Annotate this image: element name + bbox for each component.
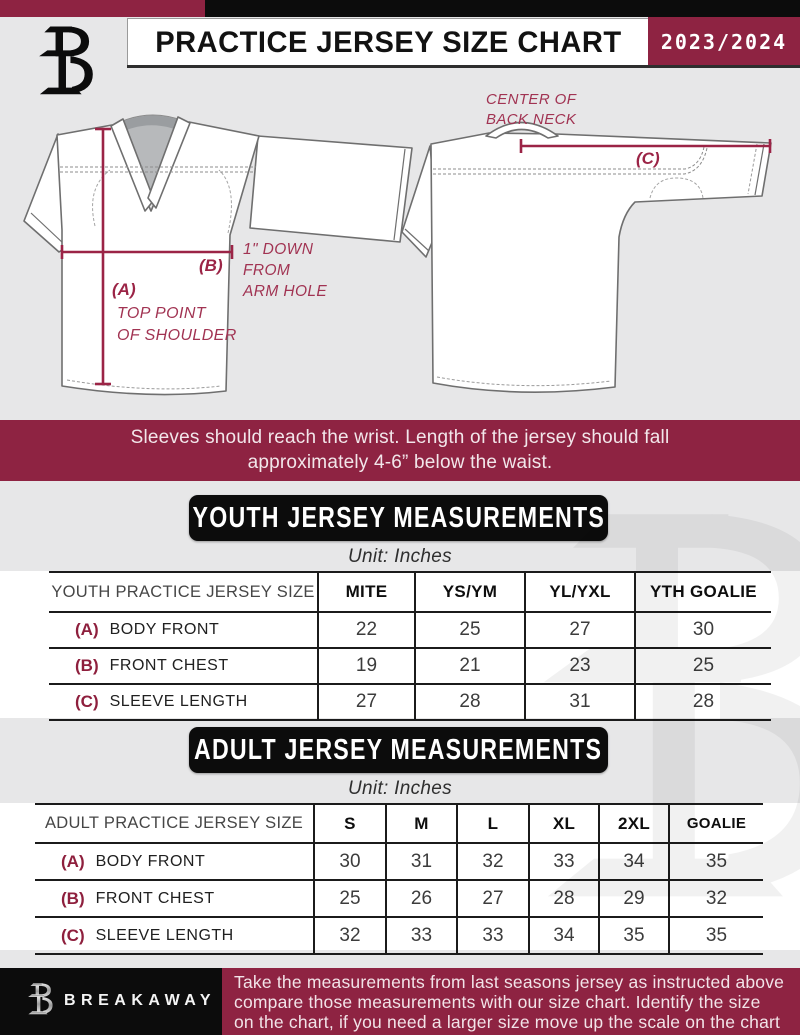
- measure-label: SLEEVE LENGTH: [95, 926, 234, 944]
- header-cell: YL/YXL: [524, 573, 634, 611]
- value-cell: 27: [456, 881, 528, 916]
- value-cell: 31: [385, 844, 456, 879]
- table-row: [49, 649, 771, 685]
- value-cell: 27: [524, 613, 634, 647]
- value-cell: 19: [317, 649, 414, 683]
- header-cell: L: [456, 805, 528, 842]
- value-cell: 30: [313, 844, 385, 879]
- youth-section-title: YOUTH JERSEY MEASUREMENTS: [189, 495, 608, 541]
- measure-label: FRONT CHEST: [95, 889, 215, 907]
- value-cell: 25: [313, 881, 385, 916]
- youth-unit-label: Unit: Inches: [348, 546, 452, 567]
- annotation-b-key: (B): [199, 256, 223, 275]
- table-row: [35, 918, 763, 955]
- value-cell: 34: [598, 844, 668, 879]
- notice-line-1: Sleeves should reach the wrist. Length of the jersey should fall: [130, 427, 670, 448]
- value-cell: 35: [668, 918, 763, 953]
- table-row: [49, 613, 771, 649]
- measure-key: (A): [61, 851, 85, 871]
- table-row: [35, 844, 763, 881]
- measure-label: FRONT CHEST: [109, 657, 229, 674]
- notice-line-2: approximately 4-6” below the waist.: [247, 452, 553, 473]
- annotation-c-key: (C): [636, 149, 660, 168]
- footer-line-2: compare those measurements with our size chart. Identify the size: [234, 991, 761, 1012]
- annotation-c-note: CENTER OF BACK NECK: [486, 91, 577, 129]
- value-cell: 25: [414, 613, 524, 647]
- annotation-b-note: 1" DOWN FROM ARM HOLE: [243, 241, 328, 300]
- measure-label: SLEEVE LENGTH: [109, 693, 248, 710]
- value-cell: 28: [528, 881, 598, 916]
- header-cell: MITE: [317, 573, 414, 611]
- season-badge: [648, 17, 800, 66]
- measure-key: (A): [75, 620, 99, 639]
- table-row: [35, 881, 763, 918]
- value-cell: 35: [668, 844, 763, 879]
- header-cell: YS/YM: [414, 573, 524, 611]
- adult-unit-label: Unit: Inches: [348, 778, 452, 799]
- footer-line-3: on the chart, if you need a larger size move up the scale on the chart: [234, 1011, 781, 1032]
- brand-name: BREAKAWAY: [64, 992, 217, 1009]
- value-cell: 32: [668, 881, 763, 916]
- youth-size-table: [49, 571, 771, 721]
- value-cell: 35: [598, 918, 668, 953]
- measure-key: (B): [61, 888, 85, 908]
- header-cell: ADULT PRACTICE JERSEY SIZE: [44, 814, 304, 832]
- value-cell: 29: [598, 881, 668, 916]
- header-underline: [127, 65, 800, 68]
- breakaway-footer-logo-icon: [22, 978, 56, 1022]
- header-cell: YTH GOALIE: [634, 573, 771, 611]
- adult-section-title: ADULT JERSEY MEASUREMENTS: [189, 727, 608, 773]
- value-cell: 32: [313, 918, 385, 953]
- title-banner: [127, 18, 650, 67]
- value-cell: 31: [524, 685, 634, 719]
- value-cell: 27: [317, 685, 414, 719]
- value-cell: 28: [634, 685, 771, 719]
- footer-line-1: Take the measurements from last seasons jersey as instructed above: [234, 971, 785, 992]
- value-cell: 32: [456, 844, 528, 879]
- value-cell: 33: [528, 844, 598, 879]
- measure-label: BODY FRONT: [109, 621, 220, 638]
- adult-size-table: [35, 803, 763, 955]
- page-title: PRACTICE JERSEY SIZE CHART: [155, 25, 622, 59]
- back-jersey-diagram: [402, 123, 771, 393]
- value-cell: 22: [317, 613, 414, 647]
- measure-label: BODY FRONT: [95, 852, 206, 870]
- header-cell: YOUTH PRACTICE JERSEY SIZE: [51, 582, 315, 601]
- header-cell: XL: [528, 805, 598, 842]
- value-cell: 34: [528, 918, 598, 953]
- jersey-diagrams: [0, 85, 800, 420]
- value-cell: 26: [385, 881, 456, 916]
- annotation-a-note: TOP POINT OF SHOULDER: [117, 305, 237, 344]
- value-cell: 30: [634, 613, 771, 647]
- value-cell: 25: [634, 649, 771, 683]
- table-row: [49, 685, 771, 721]
- top-maroon-strip: [0, 0, 205, 17]
- header-cell: S: [313, 805, 385, 842]
- annotation-a-key: (A): [112, 280, 136, 299]
- front-jersey-diagram: [24, 115, 412, 395]
- footer-instructions: [222, 968, 800, 1035]
- table-header-row: [35, 805, 763, 844]
- top-black-strip: [205, 0, 800, 17]
- value-cell: 21: [414, 649, 524, 683]
- measure-key: (C): [75, 692, 99, 711]
- season-label: 2023/2024: [660, 29, 788, 54]
- header-cell: GOALIE: [668, 805, 763, 842]
- value-cell: 28: [414, 685, 524, 719]
- measure-key: (C): [61, 925, 85, 945]
- header-cell: 2XL: [598, 805, 668, 842]
- value-cell: 33: [385, 918, 456, 953]
- measure-key: (B): [75, 656, 99, 675]
- table-header-row: [49, 573, 771, 613]
- value-cell: 23: [524, 649, 634, 683]
- header-cell: M: [385, 805, 456, 842]
- value-cell: 33: [456, 918, 528, 953]
- notice-banner: [0, 420, 800, 481]
